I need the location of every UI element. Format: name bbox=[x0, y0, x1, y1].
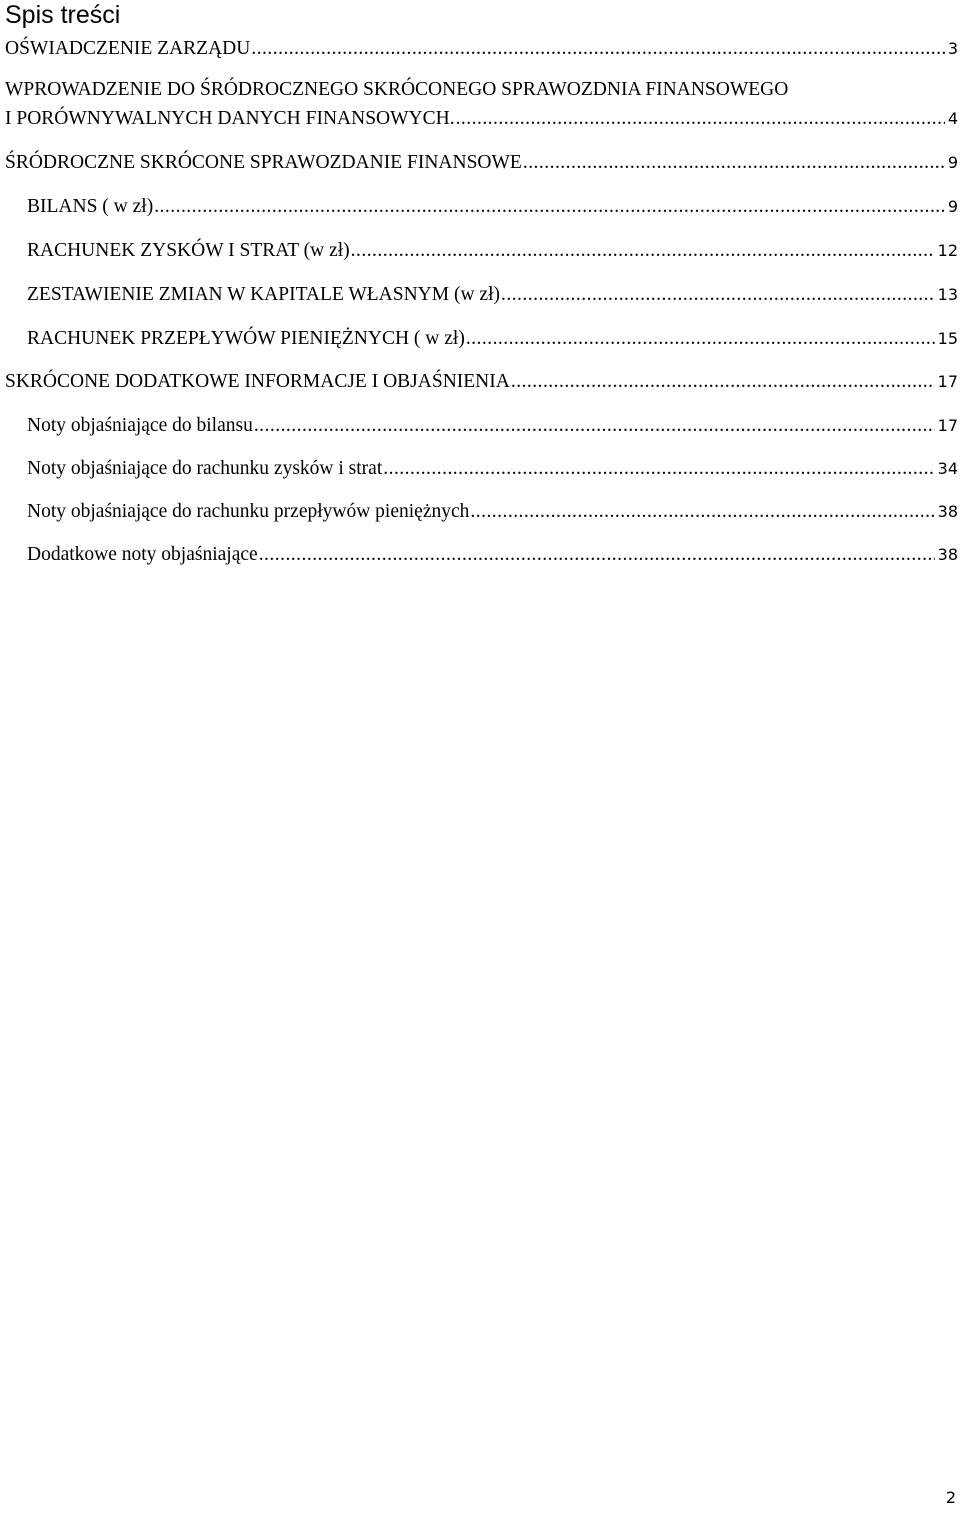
page-number: 2 bbox=[945, 1488, 956, 1507]
toc-entry-page: 12 bbox=[937, 241, 958, 260]
toc-entry-bilans[interactable] bbox=[27, 193, 958, 221]
toc-entry-label: Noty objaśniające do bilansu bbox=[27, 415, 253, 436]
toc-entry-oswiadczenie-zarzadu[interactable] bbox=[5, 35, 958, 63]
toc-entry-wprowadzenie-line1[interactable]: WPROWADZENIE DO ŚRÓDROCZNEGO SKRÓCONEGO SPRAWOZDNIA FINANSOWEGO bbox=[5, 79, 789, 100]
toc-entry-sprawozdanie-finansowe[interactable] bbox=[5, 149, 958, 177]
toc-entry-zestawienie-zmian[interactable] bbox=[27, 281, 958, 309]
toc-entry-page: 9 bbox=[947, 153, 958, 172]
dot-leader bbox=[523, 149, 945, 177]
toc-entry-dodatkowe-informacje[interactable] bbox=[5, 368, 958, 396]
toc-entry-noty-rachunek-zyskow[interactable] bbox=[27, 455, 958, 483]
dot-leader bbox=[466, 325, 935, 353]
dot-leader bbox=[383, 455, 934, 483]
toc-entry-page: 17 bbox=[937, 416, 958, 435]
toc-entry-label: Noty objaśniające do rachunku zysków i strat bbox=[27, 458, 383, 479]
toc-entry-label: SKRÓCONE DODATKOWE INFORMACJE I OBJAŚNIENIA bbox=[5, 371, 510, 392]
dot-leader bbox=[351, 237, 935, 265]
toc-entry-label: Noty objaśniające do rachunku przepływów pieniężnych bbox=[27, 501, 470, 522]
dot-leader bbox=[511, 368, 935, 396]
toc-entry-label: ŚRÓDROCZNE SKRÓCONE SPRAWOZDANIE FINANSOWE bbox=[5, 152, 522, 173]
dot-leader bbox=[501, 281, 935, 309]
toc-entry-page: 9 bbox=[947, 197, 958, 216]
dot-leader bbox=[251, 35, 944, 63]
toc-entry-page: 38 bbox=[937, 545, 958, 564]
dot-leader bbox=[154, 193, 945, 221]
toc-entry-rachunek-przeplywow[interactable] bbox=[27, 325, 958, 353]
toc-entry-wprowadzenie[interactable] bbox=[5, 105, 958, 133]
toc-entry-page: 4 bbox=[947, 109, 958, 128]
toc-entry-page: 15 bbox=[937, 329, 958, 348]
dot-leader bbox=[470, 498, 934, 526]
toc-entry-label: RACHUNEK ZYSKÓW I STRAT (w zł) bbox=[27, 240, 350, 261]
toc-entry-label: RACHUNEK PRZEPŁYWÓW PIENIĘŻNYCH ( w zł) bbox=[27, 328, 465, 349]
dot-leader bbox=[259, 541, 935, 569]
toc-entry-label: BILANS ( w zł) bbox=[27, 196, 154, 217]
toc-entry-label: OŚWIADCZENIE ZARZĄDU bbox=[5, 38, 251, 59]
toc-entry-page: 17 bbox=[937, 372, 958, 391]
toc-entry-label: I PORÓWNYWALNYCH DANYCH FINANSOWYCH. bbox=[5, 108, 455, 129]
toc-entry-page: 34 bbox=[937, 459, 958, 478]
toc-entry-rachunek-zyskow[interactable] bbox=[27, 237, 958, 265]
toc-title: Spis treści bbox=[5, 1, 121, 29]
toc-entry-page: 13 bbox=[937, 285, 958, 304]
toc-entry-label: ZESTAWIENIE ZMIAN W KAPITALE WŁASNYM (w zł) bbox=[27, 284, 500, 305]
toc-entry-noty-bilans[interactable] bbox=[27, 412, 958, 440]
toc-entry-dodatkowe-noty[interactable] bbox=[27, 541, 958, 569]
toc-entry-noty-przeplywy[interactable] bbox=[27, 498, 958, 526]
dot-leader bbox=[254, 412, 935, 440]
toc-entry-page: 3 bbox=[947, 39, 958, 58]
toc-entry-label: Dodatkowe noty objaśniające bbox=[27, 544, 258, 565]
toc-entry-page: 38 bbox=[937, 502, 958, 521]
dot-leader bbox=[456, 105, 945, 133]
